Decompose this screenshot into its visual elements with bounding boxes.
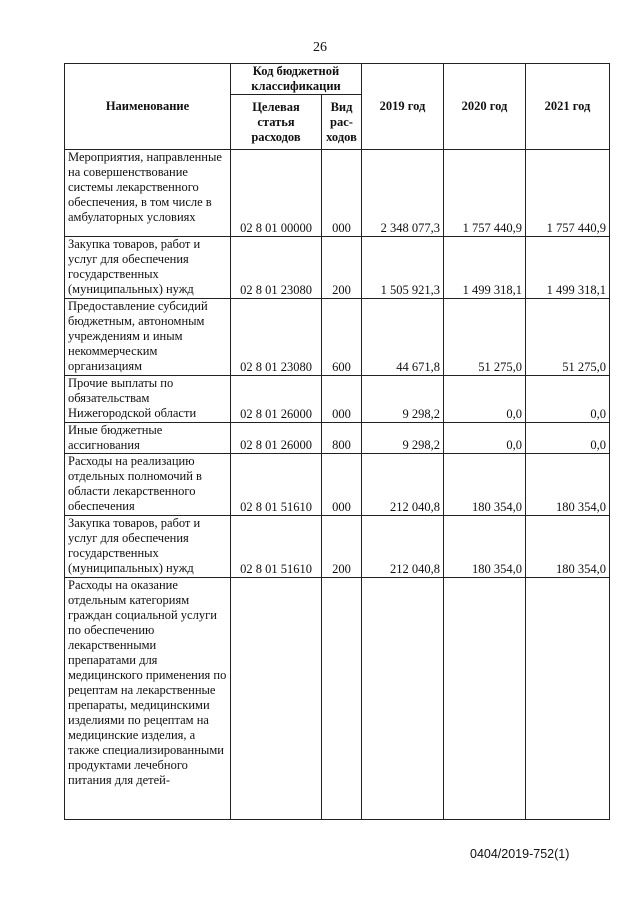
table-row [65, 578, 610, 820]
row-value-2020: 0,0 [444, 423, 526, 454]
row-name: Прочие выплаты по обязательствам Нижегородской области [65, 376, 231, 423]
row-value-2019: 212 040,8 [362, 454, 444, 516]
row-target-code: 02 8 01 26000 [231, 423, 322, 454]
table-row [65, 454, 610, 516]
row-target-code [231, 578, 322, 820]
row-value-2020: 180 354,0 [444, 454, 526, 516]
table-row [65, 376, 610, 423]
row-value-2019: 44 671,8 [362, 299, 444, 376]
row-target-code: 02 8 01 51610 [231, 454, 322, 516]
row-value-2019: 2 348 077,3 [362, 150, 444, 237]
row-value-2021: 51 275,0 [526, 299, 610, 376]
row-value-2021: 1 757 440,9 [526, 150, 610, 237]
row-value-2019: 212 040,8 [362, 516, 444, 578]
header-code-group: Код бюджетной классификации [231, 64, 362, 95]
row-value-2020 [444, 578, 526, 820]
row-name: Расходы на реализацию отдельных полномочий в области лекарственного обеспечения [65, 454, 231, 516]
budget-table [64, 63, 610, 820]
row-value-2019: 1 505 921,3 [362, 237, 444, 299]
row-value-2020: 180 354,0 [444, 516, 526, 578]
row-kind-code: 000 [322, 150, 362, 237]
row-kind-code [322, 578, 362, 820]
row-name: Иные бюджетные ассигнования [65, 423, 231, 454]
row-value-2020: 0,0 [444, 376, 526, 423]
table-row [65, 516, 610, 578]
row-kind-code: 200 [322, 237, 362, 299]
row-value-2020: 1 757 440,9 [444, 150, 526, 237]
row-name: Закупка товаров, работ и услуг для обеспечения государственных (муниципальных) нужд [65, 237, 231, 299]
page-number: 26 [313, 40, 327, 55]
row-value-2019: 9 298,2 [362, 423, 444, 454]
header-2021: 2021 год [526, 64, 610, 150]
row-name: Расходы на оказание отдельным категориям граждан социальной услуги по обеспечению лекарственными препаратами для медицинского применения по рецептам на лекарственные препараты, медицинскими изделиями по рецептам на медицинские изделия, а также специализированными продуктами лечебного питания для детей- [65, 578, 231, 820]
row-name: Мероприятия, направленные на совершенствование системы лекарственного обеспечения, в том числе в амбулаторных условиях [65, 150, 231, 237]
row-kind-code: 000 [322, 376, 362, 423]
row-kind-code: 200 [322, 516, 362, 578]
row-kind-code: 600 [322, 299, 362, 376]
row-target-code: 02 8 01 23080 [231, 299, 322, 376]
row-value-2019 [362, 578, 444, 820]
row-value-2021: 180 354,0 [526, 516, 610, 578]
row-value-2020: 51 275,0 [444, 299, 526, 376]
header-2020: 2020 год [444, 64, 526, 150]
row-name: Предоставление субсидий бюджетным, автономным учреждениям и иным некоммерческим организациям [65, 299, 231, 376]
table-row [65, 423, 610, 454]
row-value-2019: 9 298,2 [362, 376, 444, 423]
row-value-2020: 1 499 318,1 [444, 237, 526, 299]
header-target: Целевая статья расходов [231, 95, 322, 150]
table-row [65, 237, 610, 299]
header-row [65, 64, 610, 95]
row-value-2021: 0,0 [526, 376, 610, 423]
table-row [65, 299, 610, 376]
row-value-2021: 1 499 318,1 [526, 237, 610, 299]
row-value-2021 [526, 578, 610, 820]
header-name: Наименование [65, 64, 231, 150]
row-value-2021: 180 354,0 [526, 454, 610, 516]
row-target-code: 02 8 01 51610 [231, 516, 322, 578]
row-value-2021: 0,0 [526, 423, 610, 454]
row-target-code: 02 8 01 00000 [231, 150, 322, 237]
row-target-code: 02 8 01 26000 [231, 376, 322, 423]
row-kind-code: 800 [322, 423, 362, 454]
row-target-code: 02 8 01 23080 [231, 237, 322, 299]
header-kind: Вид рас-ходов [322, 95, 362, 150]
row-name: Закупка товаров, работ и услуг для обеспечения государственных (муниципальных) нужд [65, 516, 231, 578]
header-2019: 2019 год [362, 64, 444, 150]
row-kind-code: 000 [322, 454, 362, 516]
document-number: 0404/2019-752(1) [470, 847, 570, 861]
table-row [65, 150, 610, 237]
